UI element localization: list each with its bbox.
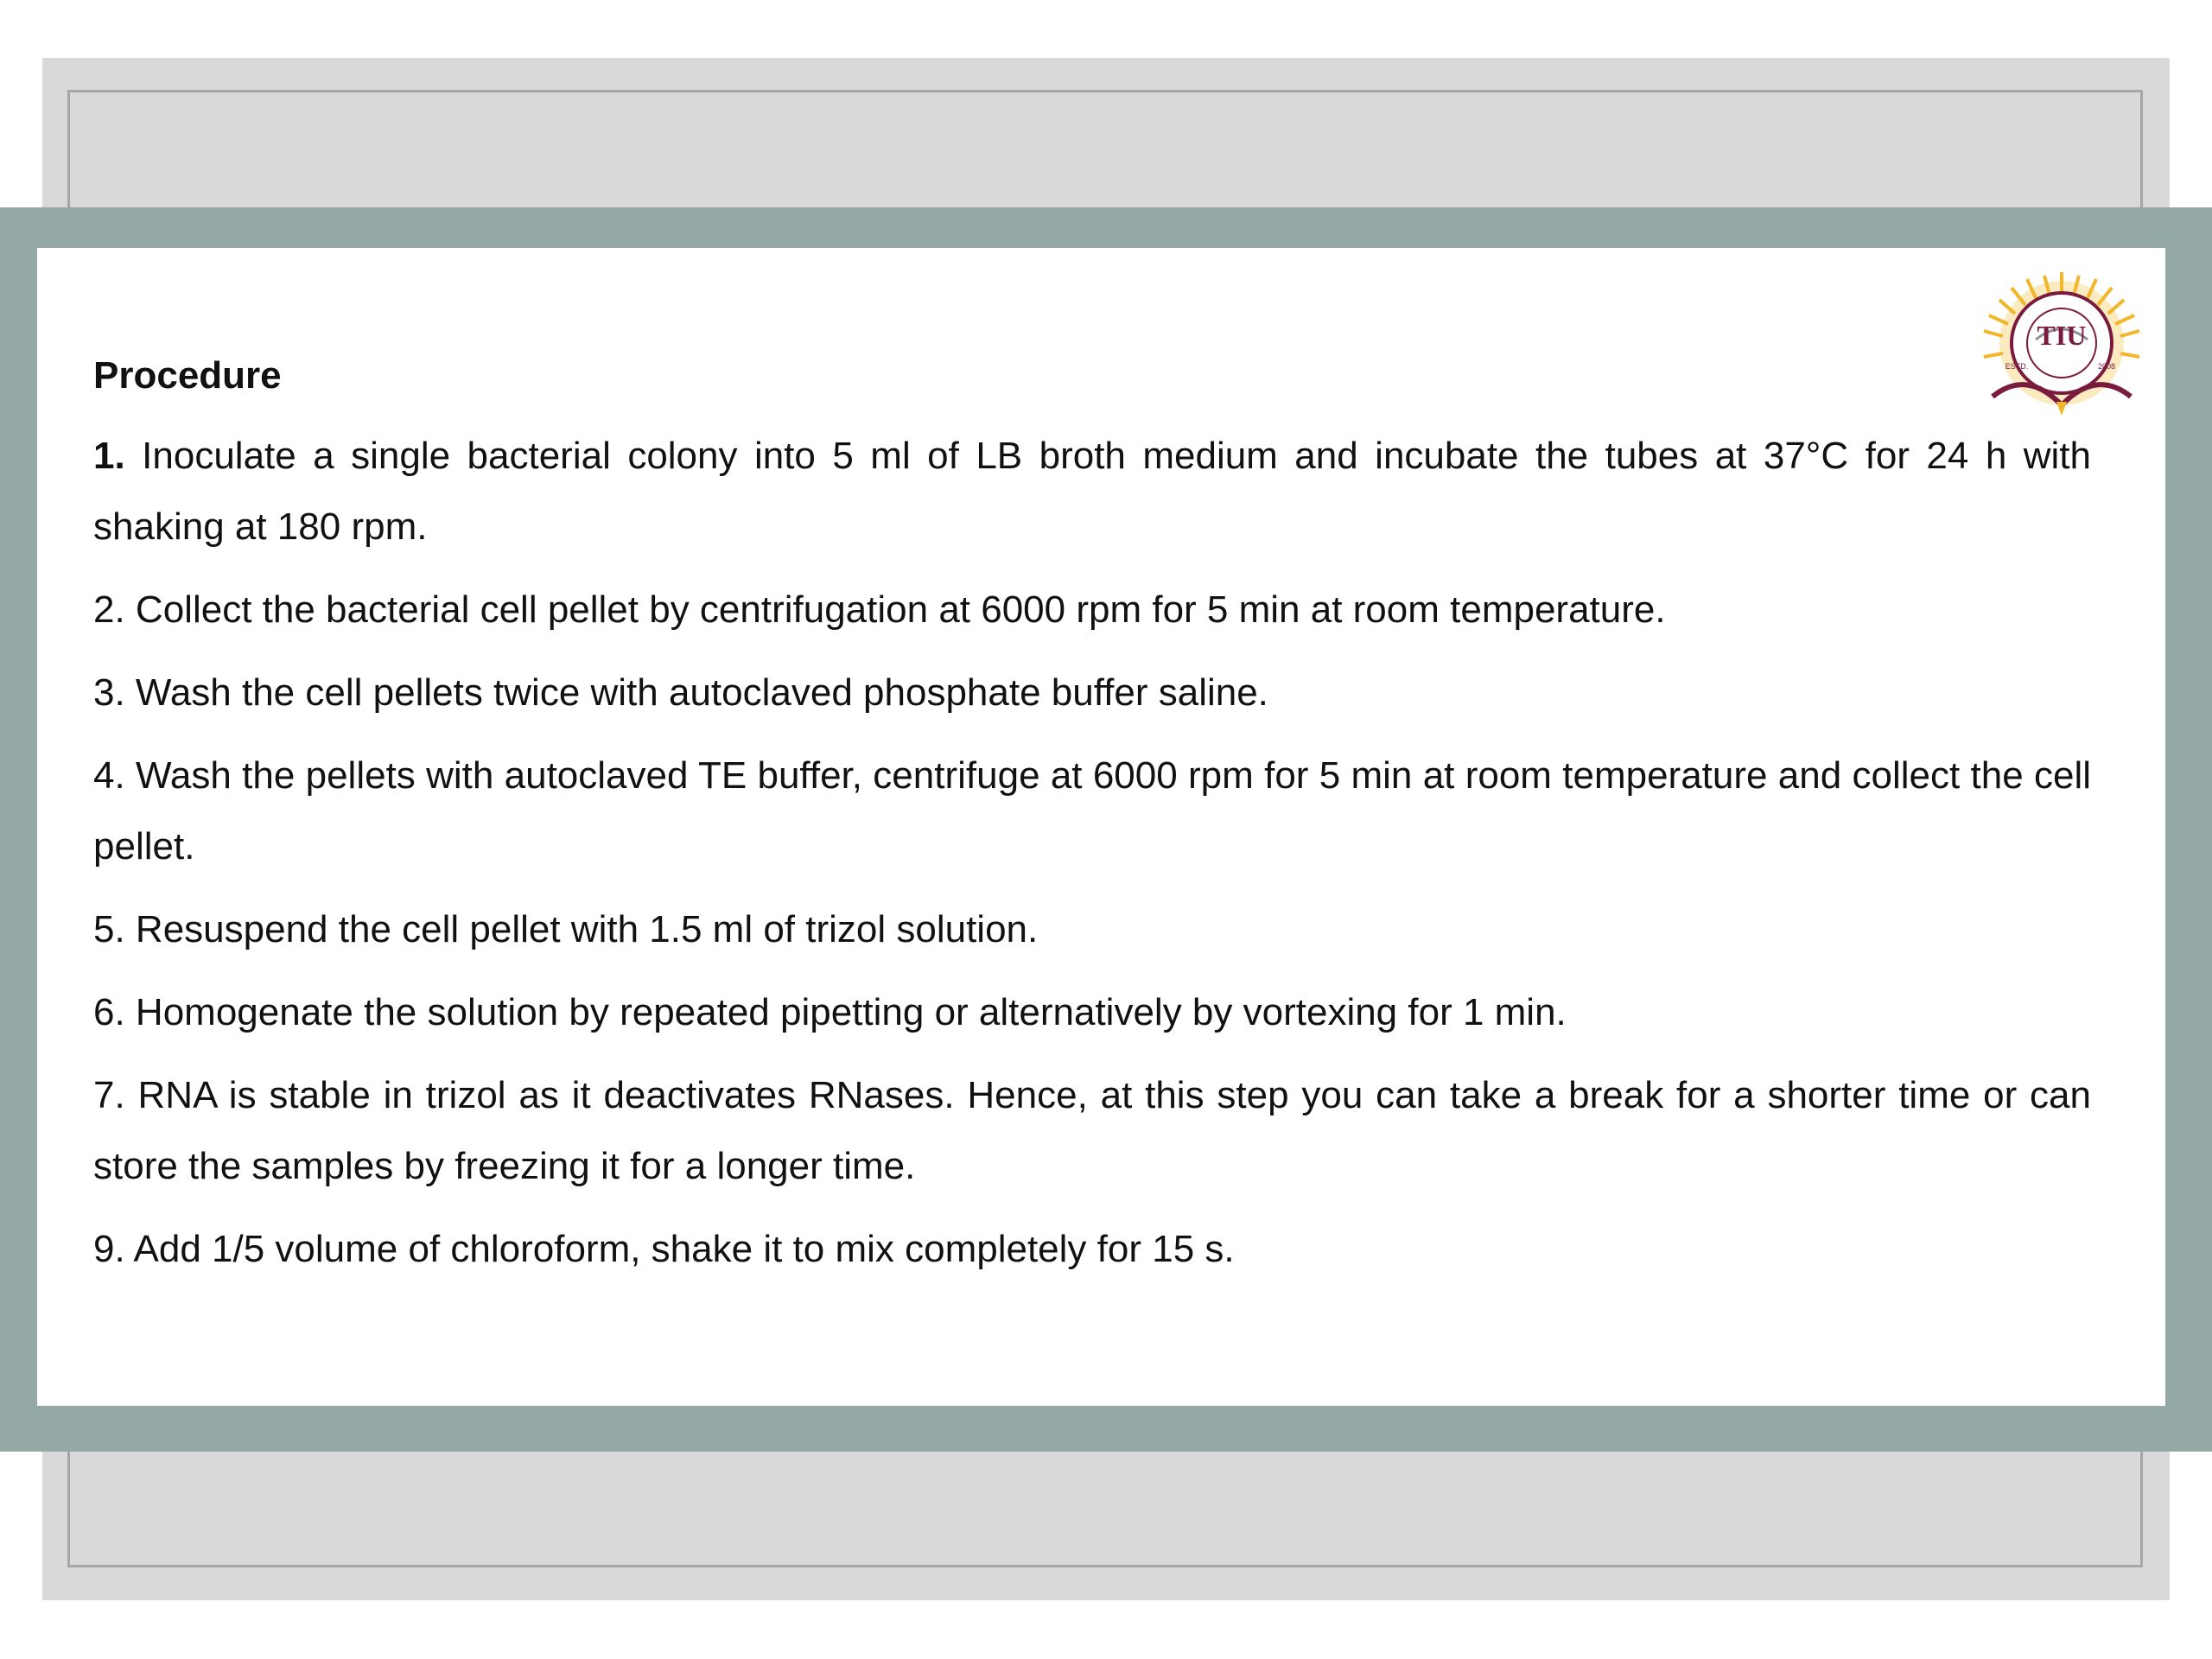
procedure-step — [93, 1214, 2091, 1285]
logo-initials: TIU — [2037, 320, 2087, 351]
step-number: 7. — [93, 1074, 125, 1116]
step-text: Homogenate the solution by repeated pipetting or alternatively by vortexing for 1 min. — [124, 991, 1567, 1033]
procedure-step — [93, 658, 2091, 728]
procedure-step — [93, 894, 2091, 965]
step-number: 2. — [93, 588, 125, 631]
procedure-step — [93, 1060, 2091, 1202]
step-text: Add 1/5 volume of chloroform, shake it to mix completely for 15 s. — [124, 1228, 1235, 1270]
procedure-step — [93, 741, 2091, 882]
step-text: Collect the bacterial cell pellet by centrifugation at 6000 rpm for 5 min at room temperature. — [124, 588, 1666, 631]
step-text: Inoculate a single bacterial colony into 5 ml of LB broth medium and incubate the tubes at 37°C for 24 h with shaking at 180 rpm. — [93, 435, 2091, 548]
step-text: Wash the cell pellets twice with autoclaved phosphate buffer saline. — [124, 671, 1268, 714]
procedure-heading: Procedure — [93, 354, 282, 397]
step-text: Wash the pellets with autoclaved TE buffer, centrifuge at 6000 rpm for 5 min at room temperature and collect the cell pellet. — [93, 754, 2091, 868]
logo-right-text: 2008 — [2097, 362, 2116, 371]
step-number: 4. — [93, 754, 125, 797]
content-panel — [37, 248, 2165, 1406]
step-number: 5. — [93, 908, 125, 950]
step-number: 3. — [93, 671, 125, 714]
step-number: 6. — [93, 991, 125, 1033]
step-text: RNA is stable in trizol as it deactivates RNases. Hence, at this step you can take a break for a shorter time or can store the samples by freezing it for a longer time. — [93, 1074, 2091, 1187]
procedure-content — [93, 352, 2091, 1297]
procedure-step — [93, 977, 2091, 1048]
procedure-step — [93, 421, 2091, 563]
step-number: 9. — [93, 1228, 125, 1270]
step-text: Resuspend the cell pellet with 1.5 ml of trizol solution. — [124, 908, 1039, 950]
step-number: 1. — [93, 435, 125, 477]
logo-left-text: ESTD. — [2005, 362, 2029, 371]
procedure-step — [93, 575, 2091, 645]
